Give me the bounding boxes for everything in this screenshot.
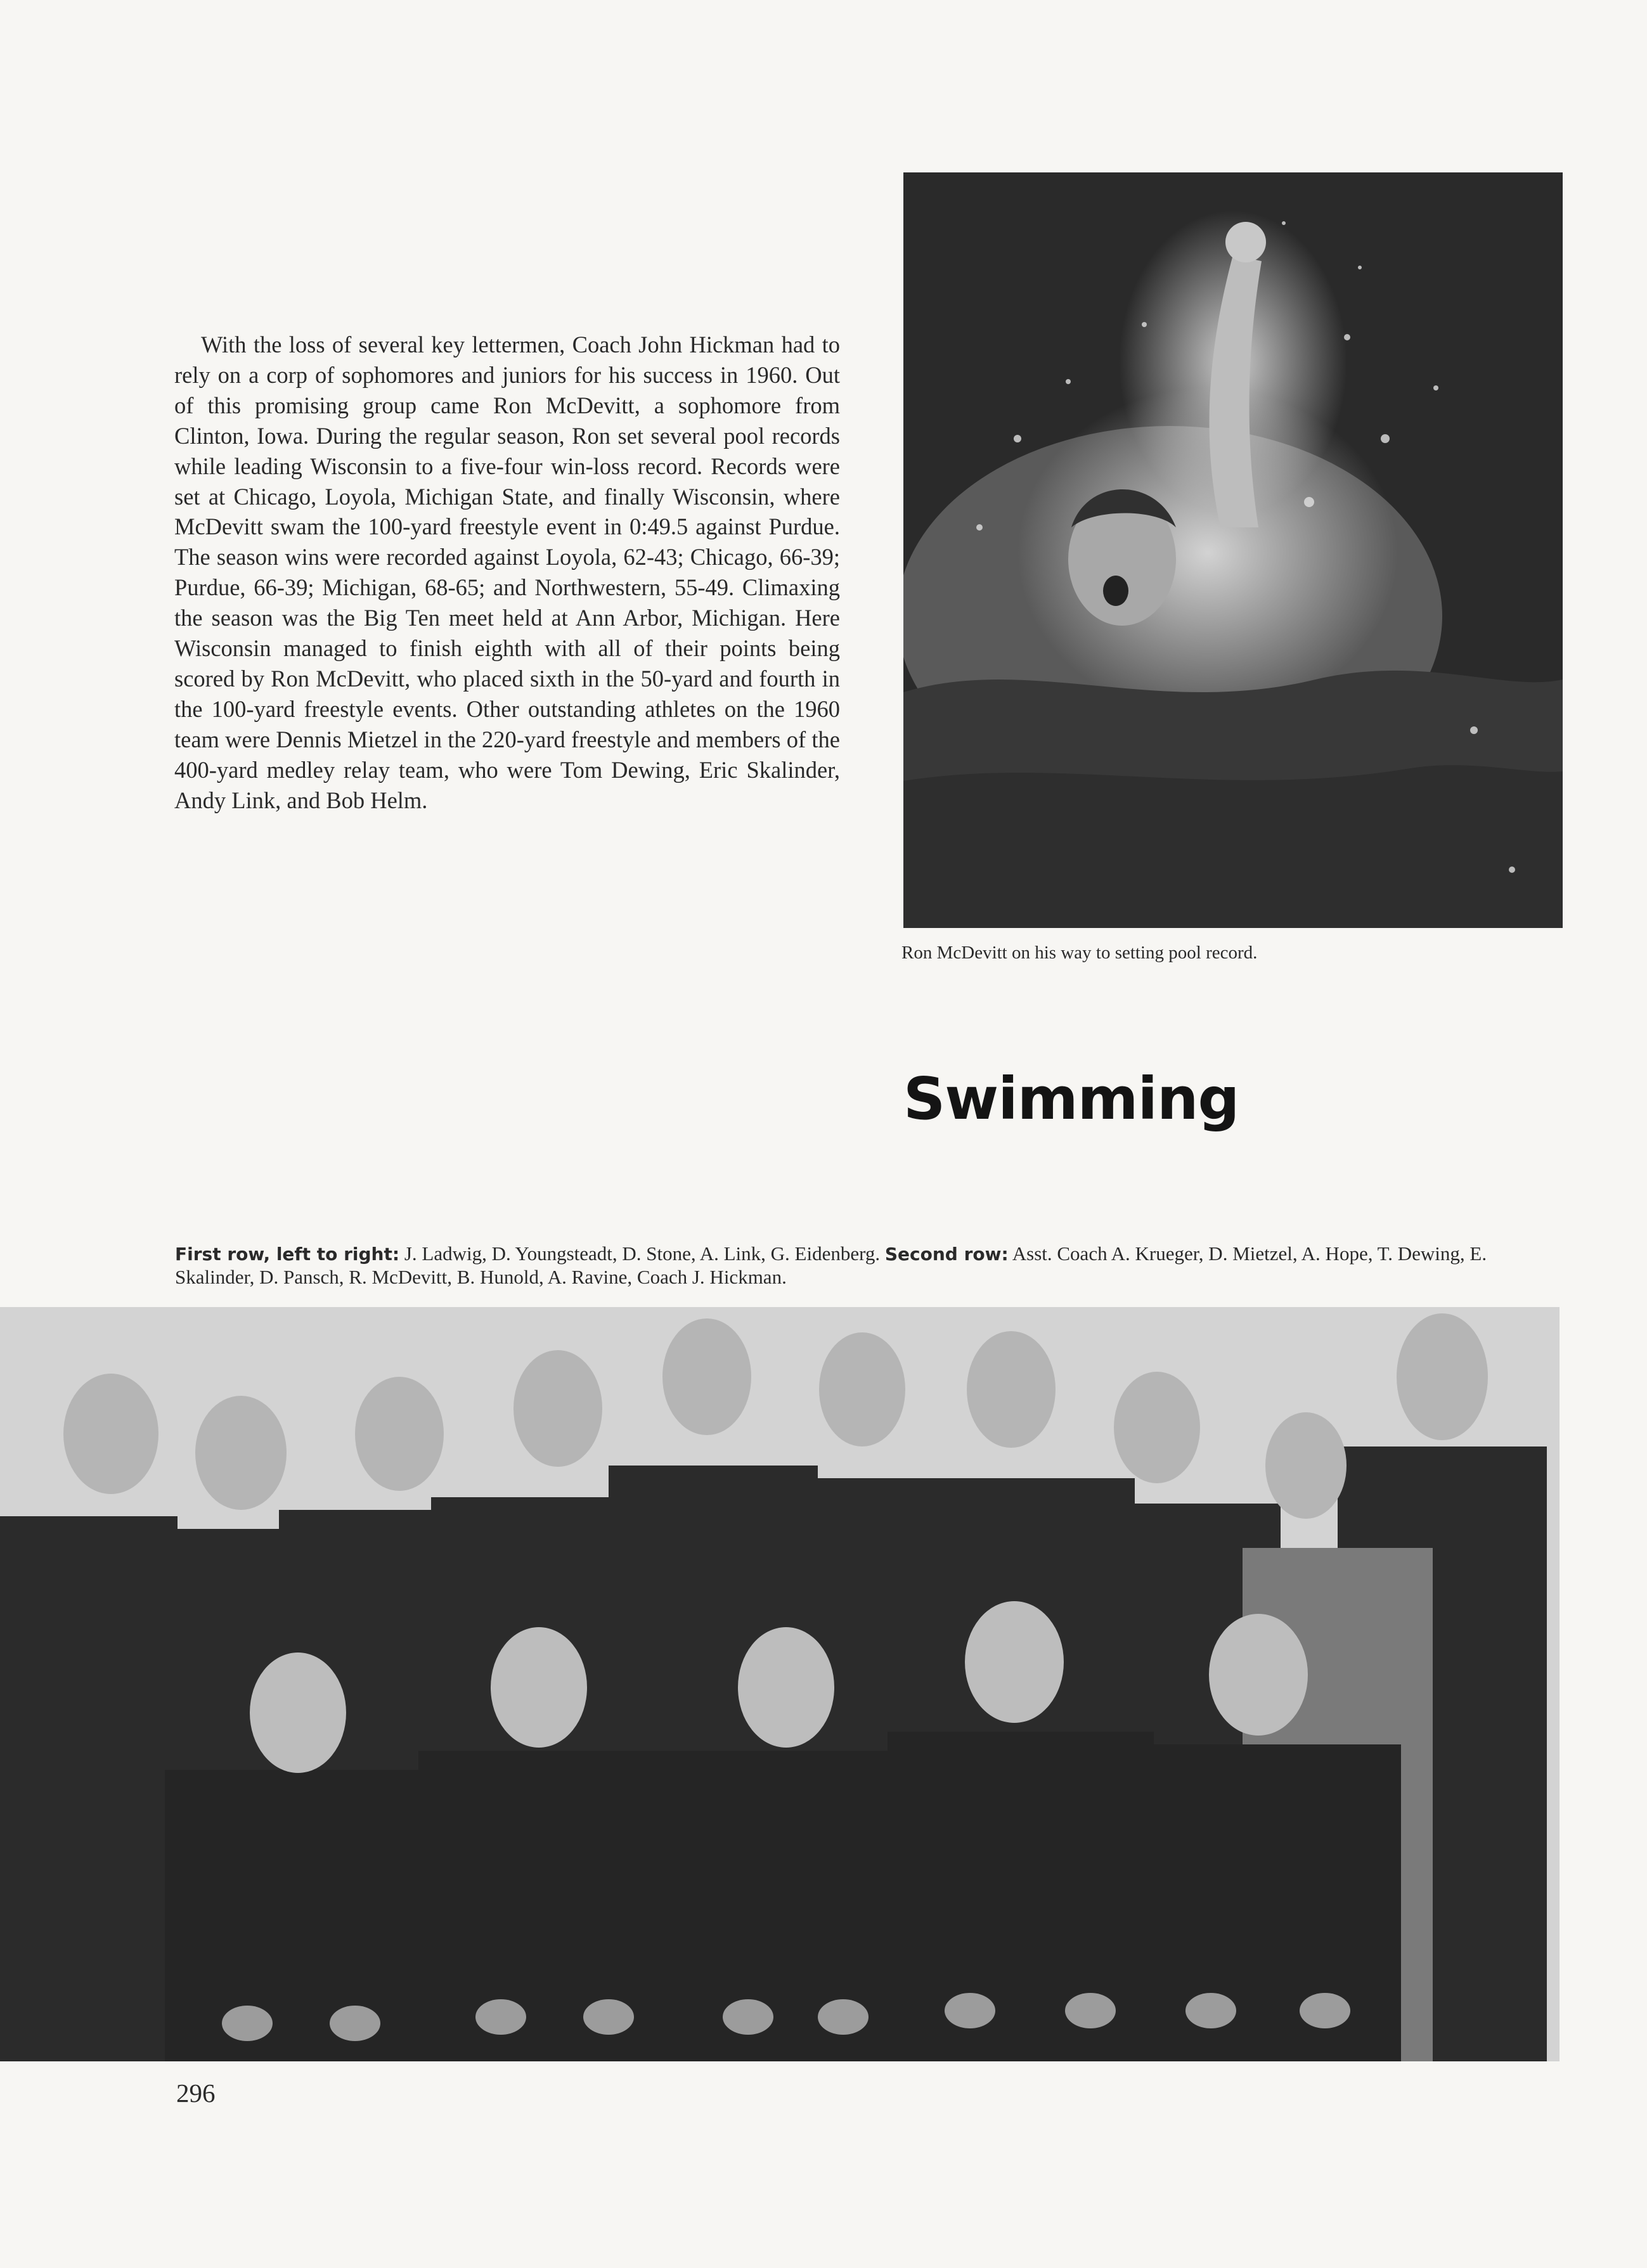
second-row-label: Second row: [884,1244,1009,1265]
team-roster-caption [175,1242,1566,1289]
swimmer-photo [903,172,1563,928]
section-title: Swimming [903,1065,1239,1133]
article-body-text: With the loss of several key lettermen, Coach John Hickman had to rely on a corp of sophomores and juniors for his success in 1960. Out of this promising group came Ron McDevitt, a sophomore from Clinton, Iowa. During the regular season, Ron set several pool records while leading Wisconsin to a five-four win-loss record. Records were set at Chicago, Loyola, Michigan State, and finally Wisconsin, where McDevitt swam the 100-yard freestyle event in 0:49.5 against Purdue. The season wins were recorded against Loyola, 62-43; Chicago, 66-39; Purdue, 66-39; Michigan, 68-65; and Northwestern, 55-49. Climaxing the season was the Big Ten meet held at Ann Arbor, Michigan. Here Wisconsin managed to finish eighth with all of their points being scored by Ron McDevitt, who placed sixth in the 50-yard and fourth in the 100-yard freestyle events. Other outstanding athletes on the 1960 team were Dennis Mietzel in the 220-yard freestyle and members of the 400-yard medley relay team, who were Tom Dewing, Eric Skalinder, Andy Link, and Bob Helm. [174,332,840,813]
second-row-names: Asst. Coach A. Krueger, D. Mietzel, A. Hope, T. Dewing, E. Skalinder, D. Pansch, R. McDevitt, B. Hunold, A. Ravine, Coach J. Hickman. [175,1242,1487,1288]
first-row-names: J. Ladwig, D. Youngsteadt, D. Stone, A. Link, G. Eidenberg. [404,1242,881,1265]
team-photo [0,1307,1560,2061]
page-number: 296 [176,2078,216,2108]
first-row-label: First row, left to right: [175,1244,400,1265]
swimmer-photo-caption: Ron McDevitt on his way to setting pool record. [901,943,1258,963]
